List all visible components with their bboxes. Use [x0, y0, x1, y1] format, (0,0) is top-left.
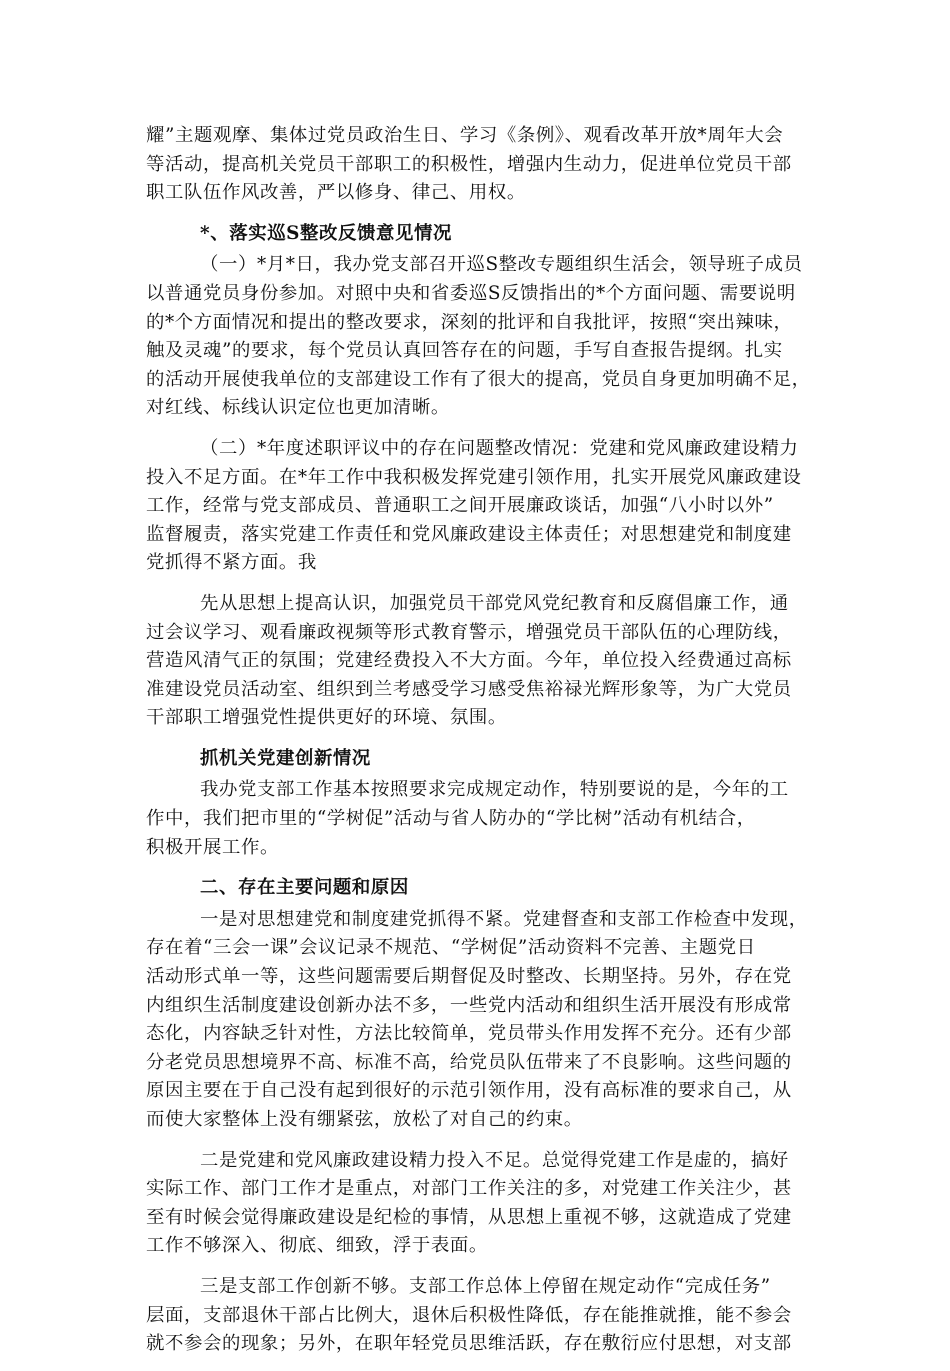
document-body	[146, 122, 820, 1371]
section-heading: 抓机关党建创新情况	[200, 747, 371, 769]
text-line: 等活动，提高机关党员干部职工的积极性，增强内生动力，促进单位党员干部	[146, 153, 792, 175]
text-line: 至有时候会觉得廉政建设是纪检的事情，从思想上重视不够，这就造成了党建	[146, 1206, 792, 1228]
section-heading: *、落实巡S整改反馈意见情况	[200, 222, 452, 244]
text-line: 干部职工增强党性提供更好的环境、氛围。	[146, 707, 507, 729]
text-line: 积极开展工作。	[146, 836, 279, 858]
text-line: 存在着“三会一课”会议记录不规范、“学树促”活动资料不完善、主题党日	[146, 937, 756, 959]
paragraph	[146, 1147, 820, 1261]
text-line: （一）*月*日，我办党支部召开巡S整改专题组织生活会，领导班子成员	[200, 254, 803, 276]
paragraph	[146, 776, 820, 862]
paragraph	[146, 435, 820, 578]
text-line: 活动形式单一等，这些问题需要后期督促及时整改、长期坚持。另外，存在党	[146, 966, 792, 988]
spacer	[146, 733, 820, 745]
spacer	[146, 578, 820, 590]
paragraph	[146, 1273, 820, 1359]
paragraph	[146, 251, 820, 423]
text-line: 一是对思想建党和制度建党抓得不紧。党建督查和支部工作检查中发现，	[200, 908, 808, 930]
spacer	[146, 1359, 820, 1371]
text-line: 监督履责，落实党建工作责任和党风廉政建设主体责任；对思想建党和制度建	[146, 523, 792, 545]
section-heading: 二、存在主要问题和原因	[200, 877, 409, 899]
text-line: （二）*年度述职评议中的存在问题整改情况：党建和党风廉政建设精力	[200, 437, 799, 459]
text-line: 触及灵魂”的要求，每个党员认真回答存在的问题，手写自查报告提纲。扎实	[146, 340, 783, 362]
text-line: 的*个方面情况和提出的整改要求，深刻的批评和自我批评，按照“突出辣味，	[146, 311, 793, 333]
text-line: 准建设党员活动室、组织到兰考感受学习感受焦裕禄光辉形象等，为广大党员	[146, 678, 792, 700]
text-line: 党抓得不紧方面。我	[146, 552, 317, 574]
text-line: 内组织生活制度建设创新办法不多，一些党内活动和组织生活开展没有形成常	[146, 994, 792, 1016]
text-line: 分老党员思想境界不高、标准不高，给党员队伍带来了不良影响。这些问题的	[146, 1051, 792, 1073]
spacer	[146, 1135, 820, 1147]
spacer	[146, 1261, 820, 1273]
spacer	[146, 208, 820, 220]
text-line: 三是支部工作创新不够。支部工作总体上停留在规定动作“完成任务”	[200, 1275, 771, 1297]
paragraph	[146, 122, 820, 208]
text-line: 过会议学习、观看廉政视频等形式教育警示，增强党员干部队伍的心理防线，	[146, 621, 792, 643]
paragraph	[146, 906, 820, 1135]
text-line: 就不参会的现象；另外，在职年轻党员思维活跃，存在敷衍应付思想，对支部	[146, 1333, 792, 1355]
paragraph	[146, 590, 820, 733]
text-line: 二是党建和党风廉政建设精力投入不足。总觉得党建工作是虚的，搞好	[200, 1149, 789, 1171]
text-line: 原因主要在于自己没有起到很好的示范引领作用，没有高标准的要求自己，从	[146, 1080, 792, 1102]
text-line: 耀”主题观摩、集体过党员政治生日、学习《条例》、观看改革开放*周年大会	[146, 125, 784, 146]
text-line: 职工队伍作风改善，严以修身、律己、用权。	[146, 182, 526, 204]
text-line: 工作，经常与党支部成员、普通职工之间开展廉政谈话，加强“八小时以外”	[146, 495, 774, 517]
text-line: 实际工作、部门工作才是重点，对部门工作关注的多，对党建工作关注少，甚	[146, 1178, 792, 1200]
text-line: 投入不足方面。在*年工作中我积极发挥党建引领作用，扎实开展党风廉政建设	[146, 466, 802, 488]
text-line: 作中，我们把市里的“学树促”活动与省人防办的“学比树”活动有机结合，	[146, 808, 756, 830]
text-line: 层面，支部退休干部占比例大，退休后积极性降低，存在能推就推，能不参会	[146, 1304, 792, 1326]
text-line: 我办党支部工作基本按照要求完成规定动作，特别要说的是，今年的工	[200, 779, 789, 801]
text-line: 对红线、标线认识定位也更加清晰。	[146, 397, 450, 419]
text-line: 以普通党员身份参加。对照中央和省委巡S反馈指出的*个方面问题、需要说明	[146, 282, 796, 304]
text-line: 的活动开展使我单位的支部建设工作有了很大的提高，党员自身更加明确不足，	[146, 368, 811, 390]
text-line: 态化，内容缺乏针对性，方法比较简单，党员带头作用发挥不充分。还有少部	[146, 1023, 792, 1045]
text-line: 先从思想上提高认识，加强党员干部党风党纪教育和反腐倡廉工作，通	[200, 592, 789, 614]
text-line: 工作不够深入、彻底、细致，浮于表面。	[146, 1235, 488, 1257]
spacer	[146, 862, 820, 874]
text-line: 而使大家整体上没有绷紧弦，放松了对自己的约束。	[146, 1109, 583, 1130]
spacer	[146, 423, 820, 435]
text-line: 营造风清气正的氛围；党建经费投入不大方面。今年，单位投入经费通过高标	[146, 650, 792, 672]
